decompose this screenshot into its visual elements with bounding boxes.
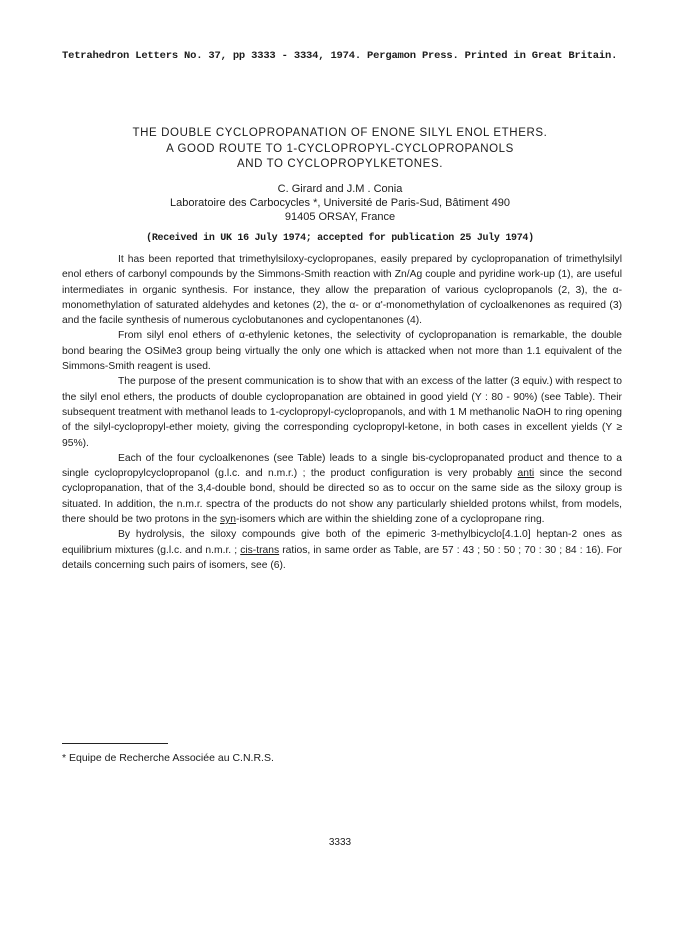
author-block	[40, 182, 640, 224]
title-line-3: AND TO CYCLOPROPYLKETONES.	[236, 158, 444, 170]
paragraph-5	[62, 527, 622, 573]
author-names: C. Girard and J.M . Conia	[277, 183, 403, 195]
paragraph-2: From silyl enol ethers of α-ethylenic ketones, the selectivity of cyclopropanation is remarkable, the double bond bearing the OSiMe3 group being virtually the only one which is attacked when not more than 1.1 equivalent of the Simmons-Smith reagent is used.	[62, 330, 622, 373]
cis-trans-term: cis-trans	[240, 544, 280, 556]
paragraph-1: It has been reported that trimethylsiloxy-cyclopropanes, easily prepared by cyclopropanation of trimethylsilyl enol ethers of carbonyl compounds by the Simmons-Smith reaction with Zn/Ag couple and pyridine work-up (1), are useful intermediates in organic synthesis. For instance, they allow the preparation of various cyclopropanols (2, 3), the α-monomethylation of saturated aldehydes and ketones (2), the α- or α'-monomethylation of cycloalkenones as required (3) and the facile synthesis of numerous cyclobutanones and cyclopentanones (4).	[62, 254, 622, 327]
affiliation-line-2: 91405 ORSAY, France	[284, 211, 396, 223]
paragraph-4-text-b: since the second cyclopropanation, that of the 3,4-double bond, should be directed so as to occur on the same side as the siloxy group is situated. In addition, the n.m.r. spectra of the products do not show any particularly shielded protons whilst, from models, there should be two protons in the	[62, 468, 623, 526]
title-line-1: THE DOUBLE CYCLOPROPANATION OF ENONE SILYL ENOL ETHERS.	[132, 127, 548, 139]
article-title	[40, 126, 640, 173]
paragraph-5-text-b: ratios, in same order as Table, are 57 : 43 ; 50 : 50 ; 70 : 30 ; 84 : 16). For details concerning such pairs of isomers, see (6).	[62, 544, 622, 571]
paragraph-4	[62, 451, 622, 527]
received-date: (Received in UK 16 July 1974; accepted for publication 25 July 1974)	[146, 233, 534, 244]
affiliation-line-1: Laboratoire des Carbocycles *, Université de Paris-Sud, Bâtiment 490	[170, 197, 510, 209]
footnote-rule	[62, 743, 168, 744]
paragraph-3: The purpose of the present communication is to show that with an excess of the latter (3 equiv.) with respect to the silyl enol ethers, the products of double cyclopropanation are obtained in good yield (Y : 80 - 90%) (see Table). Their subsequent treatment with methanol leads to 1-cyclopropyl-cyclopropanols, and with 1 M methanolic NaOH to ring opening of the silyl-cyclopropyl-ether moiety, giving the corresponding cyclopropyl-ketone, in both cases in excellent yields (Y ≥ 95%).	[62, 376, 622, 449]
title-line-2: A GOOD ROUTE TO 1-CYCLOPROPYL-CYCLOPROPANOLS	[166, 142, 514, 155]
paragraph-5-text-a: By hydrolysis, the siloxy compounds give both of the epimeric 3-methylbicyclo[4.1.0] heptan-2 ones as equilibrium mixtures (g.l.c. and n.m.r. ;	[62, 529, 622, 556]
journal-header: Tetrahedron Letters No. 37, pp 3333 - 3334, 1974. Pergamon Press. Printed in Great Britain.	[62, 50, 618, 62]
page-number: 3333	[328, 837, 352, 848]
syn-term: syn	[220, 514, 237, 526]
paragraph-4-text-a: Each of the four cycloalkenones (see Table) leads to a single bis-cyclopropanated product and thence to a single cyclopropylcyclopropanol (g.l.c. and n.m.r.) ; the product configuration is very probably	[62, 452, 622, 480]
paragraph-4-text-c: -isomers which are within the shielding zone of a cyclopropane ring.	[236, 514, 545, 526]
anti-term: anti	[517, 468, 535, 480]
article-body	[62, 252, 622, 573]
footnote: * Equipe de Recherche Associée au C.N.R.S.	[62, 752, 274, 764]
